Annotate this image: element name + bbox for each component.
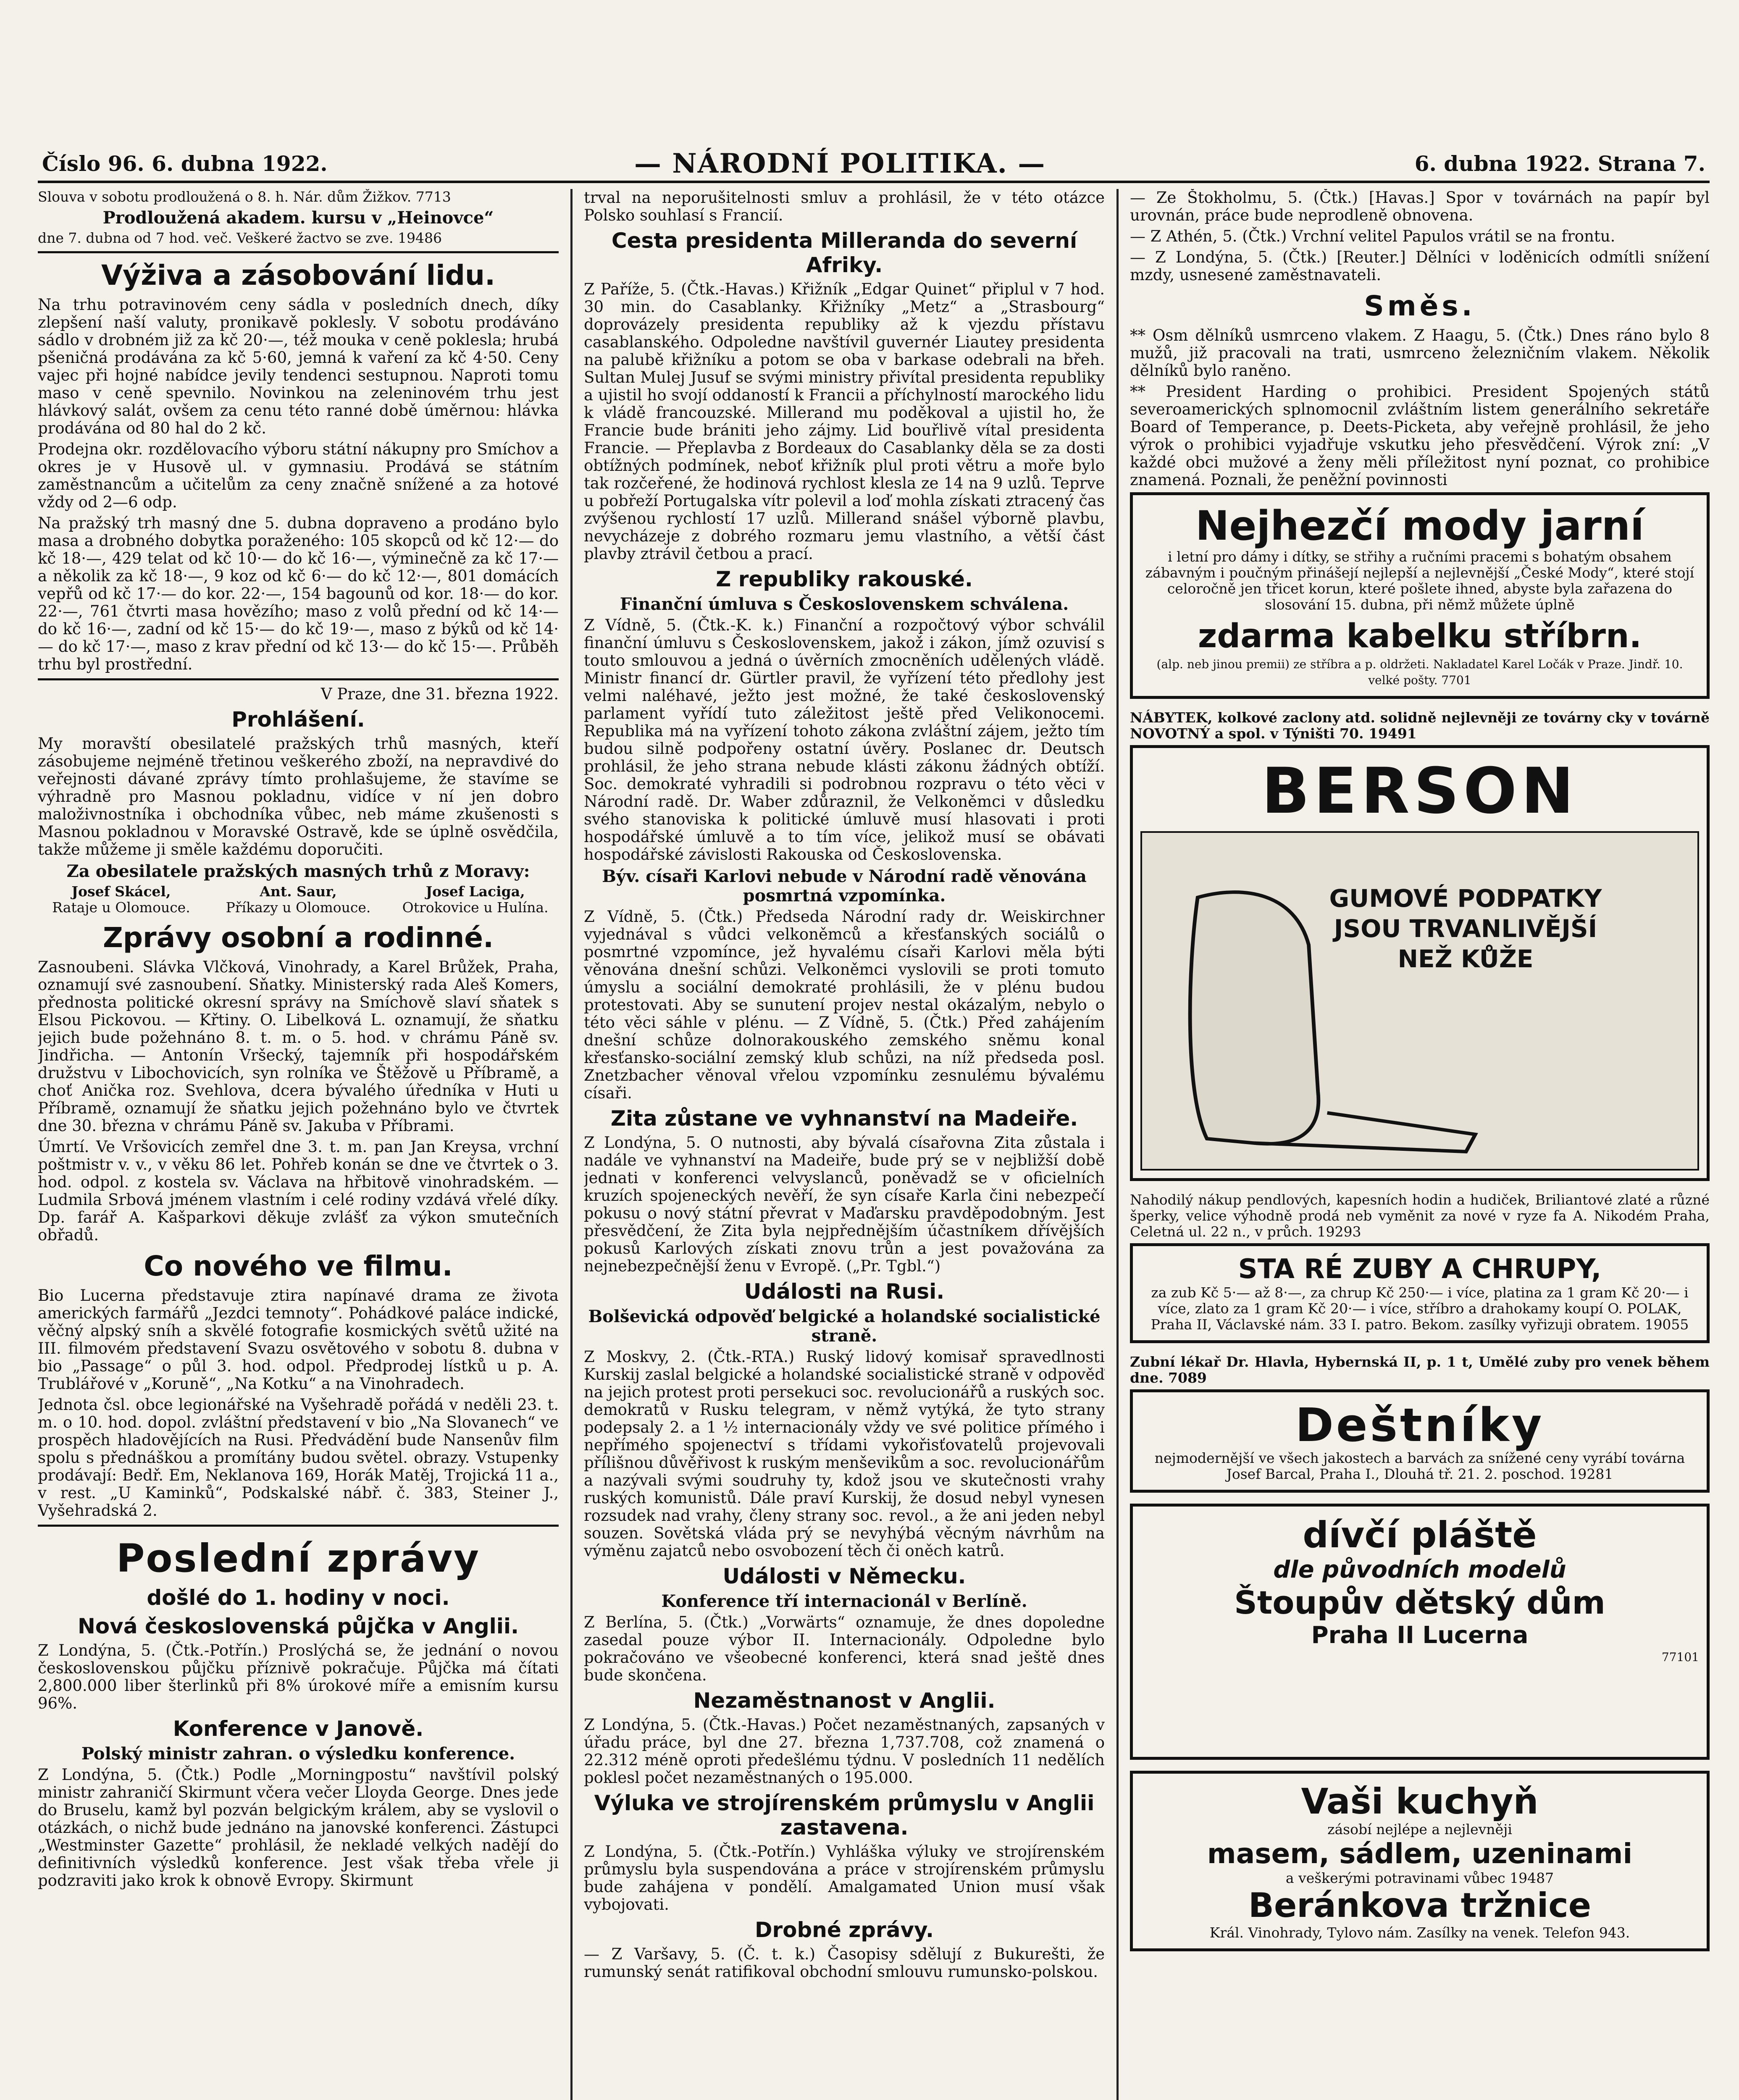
small-news-title: Drobné zprávy. bbox=[754, 1918, 934, 1942]
karl-text: Z Vídně, 5. (Čtk.) Předseda Národní rady dr. Weiskirchner vyjednával s vůdci velkoněmců a křesťanských sociálů o posmrtné vzpomínce, jež hyvalému císaři Karlovi měla býti věnována dnešní schůzi. Velkoněmci vyslovili se proti tomuto úmyslu a sociální demokraté prohlásili, že v plénu budou protestovati. Aby se sunutení projev nestal okázalým, nebylo o této věci sáhle v plénu. — Z Vídně, 5. (Čtk.) Před zahájením dnešní schůze dolnorakouského zemského sněmu konal křesťansko-sociální zemský klub schůzi, na níž předseda posl. Znetzbacher věnoval vřelou vzpomínku zesnulému bývalému císaři. bbox=[584, 908, 1105, 1102]
personal-title: Zprávy osobní a rodinné. bbox=[102, 921, 494, 954]
germany-subtitle: Konference tří internacionál v Berlíně. bbox=[661, 1591, 1027, 1611]
kitchen-ad-brand: Beránkova tržnice bbox=[1248, 1886, 1591, 1925]
fashion-ad-cta: zdarma kabelku stříbrn. bbox=[1198, 617, 1642, 655]
declaration-text: My moravští obesilatelé pražských trhů masných, kteří zásobujeme nejméně třetinou veškerého zboží, na nepravdivé do veřejnosti dávané zprávy tímto prohlašujeme, že stavíme se výhradně pro Masnou pokladnu, vidíce v ní jen dobro maloživnostníka i obchodníka vůbec, neb máme zkušenosti s Masnou pokladnou v Moravské Ostravě, kde se úplně osvědčila, takže můžeme ji směle každému doporučiti. bbox=[38, 735, 559, 858]
germany-text: Z Berlína, 5. (Čtk.) „Vorwärts“ oznamuje, že dnes dopoledne zasedal pouze výbor II. Internacionály. Odpoledne bylo pokračováno ve všeobecné konferenci, která snad ještě dnes bude skončena. bbox=[584, 1613, 1105, 1684]
genoa-text: Z Londýna, 5. (Čtk.) Podle „Morningpostu“ navštívil polský ministr zahraničí Skirmunt včera večer Lloyda George. Dnes jede do Bruselu, kamž byl pozván belgickým králem, aby se vyslovil o otázkách, o nichž bude jednáno na janovské konferenci. Zástupci „Westminster Gazette“ prohlásil, že nekladé velkých nadějí do definitivních výsledků konference. Jest však třeba vřele ji podzraviti jako krok k obnově Evropy. Skirmunt bbox=[38, 1766, 559, 1890]
signatory: Ant. Saur, Příkazy u Olomouce. bbox=[226, 883, 371, 916]
food-text-2: Prodejna okr. rozdělovacího výboru státní nákupny pro Smíchov a okres je v Husově ul. v gymnasiu. Prodává se státním zaměstnancům a učitelům za ceny značně snížené a za hotové vždy od 2—6 odp. bbox=[38, 440, 559, 511]
austria-subtitle: Finanční úmluva s Československem schválena. bbox=[620, 594, 1069, 614]
coats-ad-place: Praha II Lucerna bbox=[1311, 1622, 1529, 1649]
dentist-ad: Zubní lékař Dr. Hlavla, Hybernská II, p. 1 t, Umělé zuby pro venek během dne. 7089 bbox=[1130, 1354, 1710, 1386]
course-text: dne 7. dubna od 7 hod. več. Veškeré žactvo se zve. 19486 bbox=[38, 230, 442, 246]
food-title: Výživa a zásobování lidu. bbox=[101, 259, 496, 291]
news-item: — Ze Štokholmu, 5. (Čtk.) [Havas.] Spor v továrnách na papír byl urovnán, práce bude neprodleně obnovena. bbox=[1130, 189, 1710, 224]
food-text-3: Na pražský trh masný dne 5. dubna dopraveno a prodáno bylo masa a drobného dobytka poraženého: 105 skopců od kč 12·— do kč 18·—, 429 telat od kč 10·— do kč 16·—, výminečně za kč 17·— a několik za kč 18·—, 9 koz od kč 6·— do kč 12·—, 801 domácích vepřů od kč 17·— do kor. 22·—, 154 bagounů od kor. 18·— do kor. 22·—, 761 čtvrti masa hovězího; maso z volů přední od kč 14·— do kč 16·—, zadní od kč 15·— do kč 19·—, maso z býků od kč 14·— do kč 17·—, maso z krav přední od kč 13·— do kč 15·—. Průběh trhu byl prostřední. bbox=[38, 514, 559, 673]
kitchen-ad-title: Vaši kuchyň bbox=[1301, 1781, 1539, 1822]
fashion-ad-text: i letní pro dámy i dítky, se střihy a ručními pracemi s bohatým obsahem zábavným i poučným přinášejí nejlepší a nejlevnější „České Mody“, které stojí celoročně jen třicet korun, které pošlete ihned, abyste byla zařazena do slosování 15. dubna, při němž můžete úplně bbox=[1145, 549, 1694, 613]
zita-text: Z Londýna, 5. O nutnosti, aby bývalá císařovna Zita zůstala i nadále ve vyhnanství na Madeiře, bude prý se v nejbližší době jednati v konferenci velvyslanců, poněvadž se v oficielních kruzích spojeneckých nevěří, že syn císaře Karla čini nebezpečí pokusu o nový státní převrat v Maďarsku pravděpodobným. Jest přesvědčení, že Zita byla nejpřednějším účastníkem dřívějších pokusů Karlových získati znovu trůn a jest považována za nejnebezpečnější ženu v Evropě. („Pr. Tgbl.“) bbox=[584, 1134, 1105, 1275]
coats-ad bbox=[1130, 1504, 1710, 1760]
separator bbox=[38, 678, 559, 680]
issue-number: Číslo 96. 6. dubna 1922. bbox=[42, 151, 328, 176]
separator bbox=[38, 251, 559, 253]
zita-title: Zita zůstane ve vyhnanství na Madeiře. bbox=[610, 1106, 1078, 1131]
russia-title: Události na Rusi. bbox=[744, 1279, 945, 1304]
declaration-sign: Za obesilatele pražských masných trhů z Moravy: bbox=[66, 861, 530, 881]
berson-ad-text: GUMOVÉ PODPATKY JSOU TRVANLIVĚJŠÍ NEŽ KŮŽE bbox=[1329, 884, 1602, 973]
shoe-illustration bbox=[1140, 831, 1699, 1171]
umbrella-ad-text: nejmodernější ve všech jakostech a barvách za snížené ceny vyrábí továrna Josef Barcal, Praha I., Dlouhá tř. 21. 2. poschod. 19281 bbox=[1154, 1450, 1685, 1482]
signatory: Josef Laciga, Otrokovice u Hulína. bbox=[402, 883, 549, 916]
unemployment-title: Nezaměstnanost v Anglii. bbox=[693, 1688, 996, 1713]
austria-title: Z republiky rakouské. bbox=[716, 567, 973, 591]
course-title: Prodloužená akadem. kursu v „Heinovce“ bbox=[102, 208, 494, 228]
misc-item: ** President Harding o prohibici. President Spojených států severoamerických splnomocnil zvláštním listem generálního sekretáře Board of Temperance, p. Deets-Picketa, aby veřejně prohlásil, že jeho výrok o prohibici vyjadřuje vskutku jeho přesvědčení. Výrok zní: „V každé obci mužové a ženy měli příležitost nyní poznat, co prohibice znamená. Poznali, že peněžní povinnosti bbox=[1130, 383, 1710, 489]
film-text: Bio Lucerna představuje ztira napínavé drama ze života amerických farmářů „Jezdci temnoty“. Pohádkové paláce indické, věčný alpský sníh a skvělé fotografie kosmických světů užité na III. filmovém představení Svazu osvětového v sobotu 8. dubna v bio „Passage“ o půl 3. hod. odpol. Předprodej lístků u p. A. Trublářové v „Koruně“, „Na Kotku“ a na Vinohradech. bbox=[38, 1286, 559, 1393]
separator bbox=[38, 1525, 559, 1527]
personal-text: Zasnoubeni. Slávka Vlčková, Vinohrady, a Karel Brůžek, Praha, oznamují své zasnoubení. Sňatky. Ministerský rada Aleš Komers, přednosta politické okresní správy na Smíchově slaví sňatek s Elsou Pickovou. — Křtiny. O. Libelková L. oznamují, že sňatku jejich bude požehnáno 8. t. m. o 5. hod. v chrámu Páně sv. Jindřicha. — Antonín Vršecký, tajemník při hospodářském družstvu v Libochovicích, syn rolníka ve Štěžově u Příbramě, a choť Anička roz. Svehlova, dcera bývalého úředníka v Huti u Příbramě, oznamují že sňatku jejich požehnáno bylo ve čtvrtek dne 30. března v chrámu Páně sv. Jakuba v Příbrami. bbox=[38, 958, 559, 1135]
fashion-ad-title: Nejhezčí mody jarní bbox=[1195, 502, 1644, 549]
late-news-subtitle: došlé do 1. hodiny v noci. bbox=[147, 1586, 450, 1610]
russia-text: Z Moskvy, 2. (Čtk.-RTA.) Ruský lidový komisař spravedlnosti Kurskij zaslal belgické a holandské socialistické straně v odpověď na jejich protest proti persekuci soc. revolucionářů a ruských soc. demokratů v Rusku telegram, v němž vytýká, že tyto strany podepsaly 2. a 1 ½ internacionály vždy ve své politice přímého i nepřímého spojenectví s třídami vykořisťovatelů projevovali přílišnou důvěřivost k ruským menševikům a soc. revolucionářům a nazývali svými soudruhy ty, kdož jsou ve skutečnosti vrahy ruských komunistů. Dále praví Kurskij, že dosud nebyl vynesen rozsudek nad vrahy, členy strany soc. revol., a že ani jeden nebyl souzen. Sovětská vláda prý se nevyhýbá věcným návrhům na výměnu zajatců nebo osvobození těch či oněch katrů. bbox=[584, 1348, 1105, 1560]
coats-ad-number: 77101 bbox=[1661, 1650, 1699, 1664]
russia-subtitle: Bolševická odpověď belgické a holandské socialistické straně. bbox=[588, 1307, 1101, 1346]
lockout-text: Z Londýna, 5. (Čtk.-Potřín.) Vyhláška výluky ve strojírenském průmyslu byla suspendována a práce v strojírenském průmyslu bude zahájena v pondělí. Amalgamated Union musí však vybojovati. bbox=[584, 1843, 1105, 1914]
genoa-title: Konference v Janově. bbox=[173, 1717, 424, 1741]
furniture-ad: NÁBYTEK, kolkové zaclony atd. solidně nejlevněji ze továrny cky v továrně NOVOTNÝ a spol. v Týništi 70. 19491 bbox=[1130, 709, 1710, 742]
food-text: Na trhu potravinovém ceny sádla v posledních dnech, díky zlepšení naší valuty, pronikavě poklesly. V sobotu prodáváno sádlo v drobném již za kč 20·—, též mouka v ceně poklesla; hrubá pšeničná prodávána za kč 5·60, jemná k vaření za kč 4·50. Ceny vajec při hojné nabídce jevily tendenci sestupnou. Naproti tomu maso v ceně spevnilo. Novinkou na zeleninovém trhu jest hlávkový salát, ovšem za cenu této ranné době úměrnou: hlávka prodávána od 80 hal do 2 kč. bbox=[38, 296, 559, 437]
umbrella-ad bbox=[1130, 1389, 1710, 1493]
newspaper-title: — NÁRODNÍ POLITIKA. — bbox=[634, 148, 1046, 179]
teeth-ad-title: STA RÉ ZUBY A CHRUPY, bbox=[1238, 1254, 1602, 1285]
small-news-text: — Z Varšavy, 5. (Č. t. k.) Časopisy sdělují z Bukurešti, že rumunský senát ratifikoval obchodní smlouvu rumunsko-polskou. bbox=[584, 1945, 1105, 1981]
berson-ad bbox=[1130, 745, 1710, 1181]
coats-ad-brand: Štoupův dětský dům bbox=[1234, 1584, 1605, 1621]
film-title: Co nového ve filmu. bbox=[144, 1250, 453, 1282]
karl-title: Býv. císaři Karlovi nebude v Národní radě věnována posmrtná vzpomínka. bbox=[602, 866, 1087, 906]
fashion-ad-footer: (alp. neb jinou premii) ze stříbra a p. oldržeti. Nakladatel Karel Ločák v Praze. Jindř. 10. velké pošty. 7701 bbox=[1156, 657, 1683, 687]
film-text-2: Jednota čsl. obce legionářské na Vyšehradě pořádá v neděli 23. t. m. o 10. hod. dopol. zvláštní představení v bio „Na Slovanech“ ve prospěch hladovějících na Rusi. Předvádění bude Nansenův film spolu s přednáškou a promítány budou světel. obrazy. Vstupenky prodávají: Bedř. Em, Neklanova 169, Horák Matěj, Trojická 11 a., v rest. „U Kaminků“, Podskalské nábř. č. 383, Steiner J., Vyšehradská 2. bbox=[38, 1396, 559, 1520]
top-text: trval na neporušitelnosti smluv a prohlásil, že v této otázce Polsko souhlasí s Francií. bbox=[584, 189, 1105, 224]
genoa-subtitle: Polský ministr zahran. o výsledku konference. bbox=[81, 1744, 515, 1764]
misc-title: Směs. bbox=[1364, 290, 1476, 322]
lockout-title: Výluka ve strojírenském průmyslu v Anglii zastavena. bbox=[594, 1791, 1095, 1840]
column-2 bbox=[584, 189, 1105, 2100]
loan-title: Nová československá půjčka v Anglii. bbox=[77, 1614, 519, 1638]
news-item: — Z Londýna, 5. (Čtk.) [Reuter.] Dělníci v loděnicích odmítli snížení mzdy, usnesené zaměstnavateli. bbox=[1130, 248, 1710, 284]
notice-top: Slouva v sobotu prodloužená o 8. h. Nár. dům Žižkov. 7713 bbox=[38, 189, 451, 205]
late-news-title: Poslední zprávy bbox=[116, 1536, 481, 1581]
germany-title: Události v Německu. bbox=[722, 1564, 966, 1588]
teeth-ad bbox=[1130, 1243, 1710, 1343]
coats-ad-subtitle: dle původních modelů bbox=[1273, 1556, 1566, 1583]
news-item: — Z Athén, 5. (Čtk.) Vrchní velitel Papulos vrátil se na frontu. bbox=[1130, 227, 1616, 245]
column-3 bbox=[1130, 189, 1710, 2100]
kitchen-ad-note: a veškerými potravinami vůbec 19487 bbox=[1285, 1870, 1554, 1886]
column-1 bbox=[38, 189, 559, 2100]
diamond-ad: Nahodilý nákup pendlových, kapesních hodin a hudiček, Briliantové zlaté a různé šperky, velice výhodně prodá neb vyměnit za nové v ryze fa A. Nikodém Praha, Celetná ul. 22 n., v průch. 19293 bbox=[1130, 1192, 1710, 1240]
loan-text: Z Londýna, 5. (Čtk.-Potřín.) Proslýchá se, že jednání o novou československou půjčku příznivě pokračuje. Půjčka má čítati 2,800.000 liber šterlinků při 8% úrokové míře a emisním kursu 96%. bbox=[38, 1641, 559, 1712]
column-rule bbox=[1116, 189, 1119, 2100]
kitchen-ad-subtitle: masem, sádlem, uzeninami bbox=[1207, 1838, 1633, 1870]
austria-text: Z Vídně, 5. (Čtk.-K. k.) Finanční a rozpočtový výbor schválil finanční úmluvu s Československem, jakož i zákon, jímž ozuvisí s touto smlouvou a jedná o úvěrních zmocněních udělených vládě. Ministr financí dr. Gürtler pravil, že vyřízení této předlohy jest velmi naléhavé, ježto jest možné, že také československý parlament vyřídí tuto záležitost ještě před Velikonocemi. Republika má na vyřízení tohoto zákona zvláštní zájem, ježto tím budou silně podpořeny ostatní úvěry. Poslanec dr. Deutsch prohlásil, že jeho strana nebude klásti zákonu žádných obtíží. Soc. demokraté vyhradili si podrobnou rozpravu o této věci v Národní radě. Dr. Waber zdůraznil, že Velkoněmci v důsledku svého stanoviska k politické úmluvě musí hlasovati i proti hospodářské úmluvě a to tím více, jelikož musí se obávati hospodářské závislosti Rakouska od Československa. bbox=[584, 616, 1105, 864]
fashion-ad bbox=[1130, 492, 1710, 699]
newspaper-page bbox=[38, 139, 1710, 2100]
kitchen-ad-tagline: zásobí nejlépe a nejlevněji bbox=[1327, 1821, 1512, 1838]
teeth-ad-text: za zub Kč 5·— až 8·—, za chrup Kč 250·— i více, platina za 1 gram Kč 20·— i více, zlato za 1 gram Kč 20·— i více, stříbro a drahokamy koupí O. POLAK, Praha II, Václavské nám. 33 I. patro. Bekom. zasílky vyřizuji obratem. 19055 bbox=[1151, 1284, 1689, 1333]
prague-date: V Praze, dne 31. března 1922. bbox=[320, 685, 559, 703]
berson-ad-title: BERSON bbox=[1261, 755, 1578, 828]
kitchen-ad-address: Král. Vinohrady, Tylovo nám. Zasílky na venek. Telefon 943. bbox=[1209, 1924, 1630, 1941]
date-page: 6. dubna 1922. Strana 7. bbox=[1414, 151, 1705, 176]
umbrella-ad-title: Deštníky bbox=[1295, 1398, 1545, 1452]
unemployment-text: Z Londýna, 5. (Čtk.-Havas.) Počet nezaměstnaných, zapsaných v úřadu práce, byl dne 27. března 1,737.708, což znamená o 22.312 méně oproti předešlému týdnu. V posledních 11 nedělích poklesl počet nezaměstnaných o 195.000. bbox=[584, 1716, 1105, 1787]
signatories bbox=[38, 884, 559, 916]
coats-ad-title: dívčí pláště bbox=[1303, 1514, 1537, 1556]
signatory: Josef Skácel, Rataje u Olomouce. bbox=[52, 883, 190, 916]
column-rule bbox=[570, 189, 573, 2100]
page-header bbox=[38, 139, 1710, 183]
kitchen-ad bbox=[1130, 1771, 1710, 1951]
misc-item: ** Osm dělníků usmrceno vlakem. Z Haagu, 5. (Čtk.) Dnes ráno bylo 8 mužů, již pracovali na trati, usmrceno železničním vlakem. Několik dělníků bylo raněno. bbox=[1130, 326, 1710, 380]
declaration-title: Prohlášení. bbox=[231, 707, 365, 732]
deaths-text: Úmrtí. Ve Vršovicích zemřel dne 3. t. m. pan Jan Kreysa, vrchní poštmistr v. v., v věku 86 let. Pohřeb konán se dne ve čtvrtek o 3. hod. odpol. z kostela sv. Václava na hřbitově vinohradském. — Ludmila Srbová jménem vlastním i celé rodiny vzdává vřelé díky. Dp. farář A. Kašparkovi děkuje zvlášť za výkon smutečních obřadů. bbox=[38, 1138, 559, 1244]
millerand-text: Z Paříže, 5. (Čtk.-Havas.) Křižník „Edgar Quinet“ připlul v 7 hod. 30 min. do Casablanky. Křižníky „Metz“ a „Strasbourg“ doprovázely presidenta republiky až k vjezdu přístavu casablanského. Odpoledne navštívil guvernér Liautey presidenta na palubě křižníku a potom se oba v barkase odebrali na břeh. Sultan Mulej Jusuf se svými ministry přivítal presidenta republiky a ujistil ho svojí oddaností k Francii a příchylností marockého lidu k vládě francouzské. Millerand mu poděkoval a ujistil ho, že Francie bude brániti jeho zájmy. Lid bouřlivě vítal presidenta Francie. — Přeplavba z Bordeaux do Casablanky děla se za dosti obtížných podmínek, neboť křižník plul proti větru a moře bylo tak rozčeřené, že hodinová rychlost klesla ze 14 na 9 uzlů. Teprve u pobřeží Portugalska vítr polevil a loď mohla získati ztracený čas zvýšenou rychlostí 17 uzlů. Millerand snášel výborně plavbu, nevycházeje z dobrého rozmaru jemu vlastního, a větší část plavby ztrávil četbou a prací. bbox=[584, 280, 1105, 563]
millerand-title: Cesta presidenta Milleranda do severní Afriky. bbox=[611, 228, 1077, 277]
